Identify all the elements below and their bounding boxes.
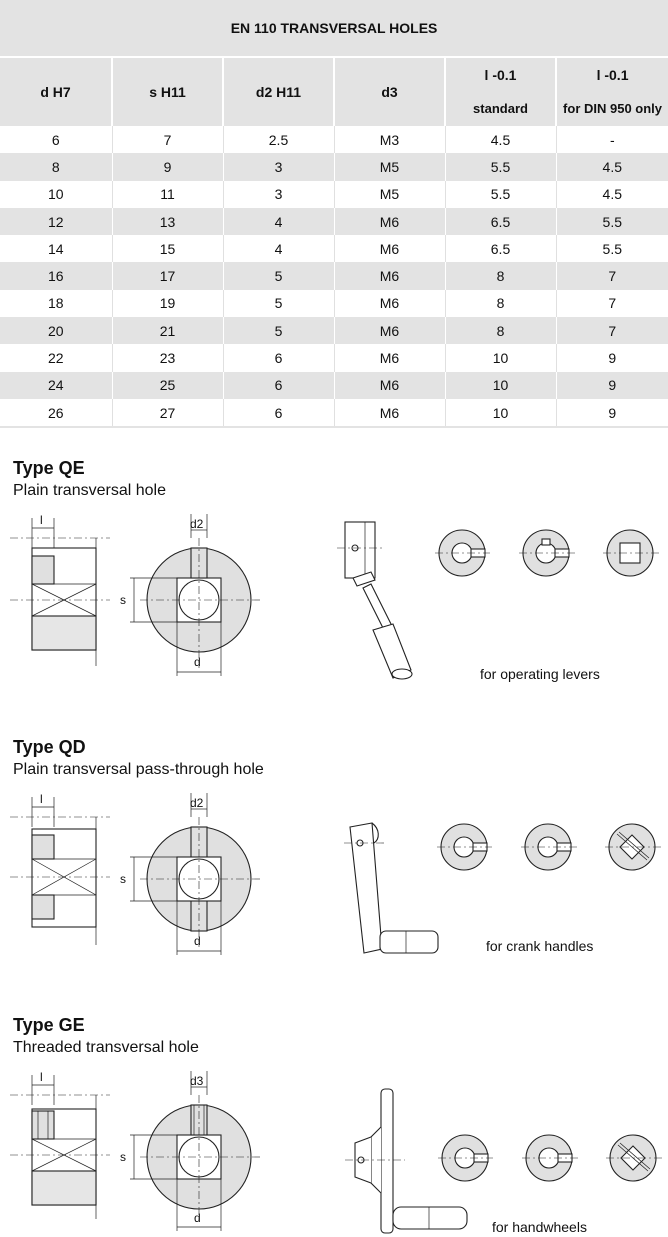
cell-d-h7: 8 <box>0 153 112 180</box>
section-type-ge <box>0 1015 668 1237</box>
header-l-label: l -0.1 <box>596 67 629 83</box>
cell-l-standard: 8 <box>445 290 556 317</box>
d-label: d <box>194 934 201 948</box>
l-label: l <box>40 1070 43 1084</box>
header-l-sub: standard <box>473 101 528 116</box>
cell-d3: M6 <box>334 317 445 344</box>
d2-label: d2 <box>190 517 204 531</box>
cell-s-h11: 21 <box>112 317 223 344</box>
cell-l-din950: 9 <box>556 372 668 399</box>
d-label: d <box>194 1211 201 1225</box>
cell-s-h11: 7 <box>112 126 223 153</box>
table-row <box>0 262 668 289</box>
cell-d3: M6 <box>334 208 445 235</box>
cell-l-standard: 8 <box>445 262 556 289</box>
table-row <box>0 153 668 180</box>
cell-l-din950: 7 <box>556 317 668 344</box>
cell-d3: M5 <box>334 181 445 208</box>
table-row <box>0 317 668 344</box>
cell-l-din950: 4.5 <box>556 153 668 180</box>
table-row <box>0 344 668 371</box>
cell-l-din950: 7 <box>556 290 668 317</box>
cell-d3: M3 <box>334 126 445 153</box>
section-caption: for operating levers <box>480 666 600 682</box>
cell-d3: M6 <box>334 262 445 289</box>
cell-l-standard: 10 <box>445 399 556 427</box>
cell-d2-h11: 4 <box>223 208 334 235</box>
cell-d-h7: 20 <box>0 317 112 344</box>
cell-d-h7: 22 <box>0 344 112 371</box>
section-type-qd <box>0 737 668 977</box>
cell-l-din950: - <box>556 126 668 153</box>
section-title: Type QD <box>13 737 86 757</box>
section-title: Type QE <box>13 458 85 478</box>
cell-d2-h11: 4 <box>223 235 334 262</box>
keyway-hub-icon <box>521 824 577 870</box>
cell-l-din950: 9 <box>556 399 668 427</box>
cell-s-h11: 11 <box>112 181 223 208</box>
cell-d3: M6 <box>334 344 445 371</box>
section-subtitle: Threaded transversal hole <box>13 1039 199 1056</box>
header-d2-h11: d2 H11 <box>223 57 334 126</box>
table-row <box>0 399 668 427</box>
table-title: EN 110 TRANSVERSAL HOLES <box>0 0 668 57</box>
cell-d3: M6 <box>334 235 445 262</box>
d2-label: d2 <box>190 796 204 810</box>
cell-l-standard: 4.5 <box>445 126 556 153</box>
s-label: s <box>120 872 126 886</box>
table-header-row <box>0 57 668 126</box>
table-body <box>0 126 668 427</box>
cell-l-standard: 6.5 <box>445 235 556 262</box>
front-view-drawing <box>110 508 260 688</box>
cell-s-h11: 17 <box>112 262 223 289</box>
s-label: s <box>120 1150 126 1164</box>
table-row <box>0 126 668 153</box>
section-caption: for handwheels <box>492 1219 587 1235</box>
header-d-h7: d H7 <box>0 57 112 126</box>
cell-s-h11: 27 <box>112 399 223 427</box>
cell-l-din950: 9 <box>556 344 668 371</box>
section-title: Type GE <box>13 1015 85 1035</box>
cell-s-h11: 19 <box>112 290 223 317</box>
cell-l-din950: 5.5 <box>556 208 668 235</box>
cell-s-h11: 9 <box>112 153 223 180</box>
header-l-standard <box>445 57 556 126</box>
cell-d2-h11: 3 <box>223 181 334 208</box>
cell-s-h11: 23 <box>112 344 223 371</box>
cell-d-h7: 24 <box>0 372 112 399</box>
cell-d3: M6 <box>334 399 445 427</box>
diamond-hole-hub-icon <box>606 1135 663 1181</box>
cell-d2-h11: 2.5 <box>223 126 334 153</box>
holes-table-container <box>0 0 668 428</box>
cell-d2-h11: 3 <box>223 153 334 180</box>
table-row <box>0 181 668 208</box>
cell-d2-h11: 5 <box>223 262 334 289</box>
cell-l-din950: 5.5 <box>556 235 668 262</box>
round-hole-hub-icon <box>438 1135 493 1181</box>
d3-label: d3 <box>190 1074 204 1088</box>
holes-table <box>0 0 668 428</box>
cell-d-h7: 6 <box>0 126 112 153</box>
diamond-hole-hub-icon <box>605 824 662 870</box>
cell-d-h7: 18 <box>0 290 112 317</box>
cell-d2-h11: 6 <box>223 344 334 371</box>
l-label: l <box>40 513 43 527</box>
cell-s-h11: 25 <box>112 372 223 399</box>
cell-l-din950: 4.5 <box>556 181 668 208</box>
side-view-drawing <box>0 508 110 678</box>
front-view-drawing <box>110 787 260 967</box>
cell-s-h11: 15 <box>112 235 223 262</box>
table-row <box>0 372 668 399</box>
cell-l-standard: 5.5 <box>445 153 556 180</box>
section-subtitle: Plain transversal pass-through hole <box>13 761 264 778</box>
header-l-din950 <box>556 57 668 126</box>
cell-d3: M6 <box>334 290 445 317</box>
cell-d2-h11: 5 <box>223 290 334 317</box>
table-row <box>0 290 668 317</box>
side-view-drawing <box>0 787 110 957</box>
cell-l-standard: 5.5 <box>445 181 556 208</box>
s-label: s <box>120 593 126 607</box>
round-hole-hub-icon <box>435 530 490 576</box>
cell-s-h11: 13 <box>112 208 223 235</box>
cell-l-standard: 10 <box>445 344 556 371</box>
hub-icons-row <box>437 822 662 877</box>
section-subtitle: Plain transversal hole <box>13 482 166 499</box>
cell-d2-h11: 6 <box>223 372 334 399</box>
square-hole-hub-icon <box>603 530 660 576</box>
cell-d3: M5 <box>334 153 445 180</box>
section-caption: for crank handles <box>486 938 594 954</box>
cell-d-h7: 16 <box>0 262 112 289</box>
hub-icons-row <box>438 1133 663 1188</box>
cell-d-h7: 14 <box>0 235 112 262</box>
table-row <box>0 235 668 262</box>
front-view-drawing <box>110 1065 260 1237</box>
side-view-drawing <box>0 1065 110 1225</box>
keyway-hub-icon <box>519 530 575 576</box>
operating-lever-drawing <box>335 520 425 680</box>
header-d3: d3 <box>334 57 445 126</box>
cell-l-standard: 6.5 <box>445 208 556 235</box>
hub-icons-row <box>435 528 660 583</box>
d-label: d <box>194 655 201 669</box>
keyway-hub-icon <box>522 1135 578 1181</box>
cell-d2-h11: 5 <box>223 317 334 344</box>
cell-d-h7: 10 <box>0 181 112 208</box>
crank-handle-drawing <box>340 819 450 959</box>
cell-d-h7: 12 <box>0 208 112 235</box>
cell-l-standard: 8 <box>445 317 556 344</box>
cell-l-standard: 10 <box>445 372 556 399</box>
section-type-qe <box>0 458 668 698</box>
header-l-label: l -0.1 <box>484 67 517 83</box>
l-label: l <box>40 792 43 806</box>
cell-d2-h11: 6 <box>223 399 334 427</box>
cell-d3: M6 <box>334 372 445 399</box>
cell-l-din950: 7 <box>556 262 668 289</box>
header-l-sub: for DIN 950 only <box>563 101 663 116</box>
cell-d-h7: 26 <box>0 399 112 427</box>
table-row <box>0 208 668 235</box>
header-s-h11: s H11 <box>112 57 223 126</box>
round-hole-hub-icon <box>437 824 492 870</box>
